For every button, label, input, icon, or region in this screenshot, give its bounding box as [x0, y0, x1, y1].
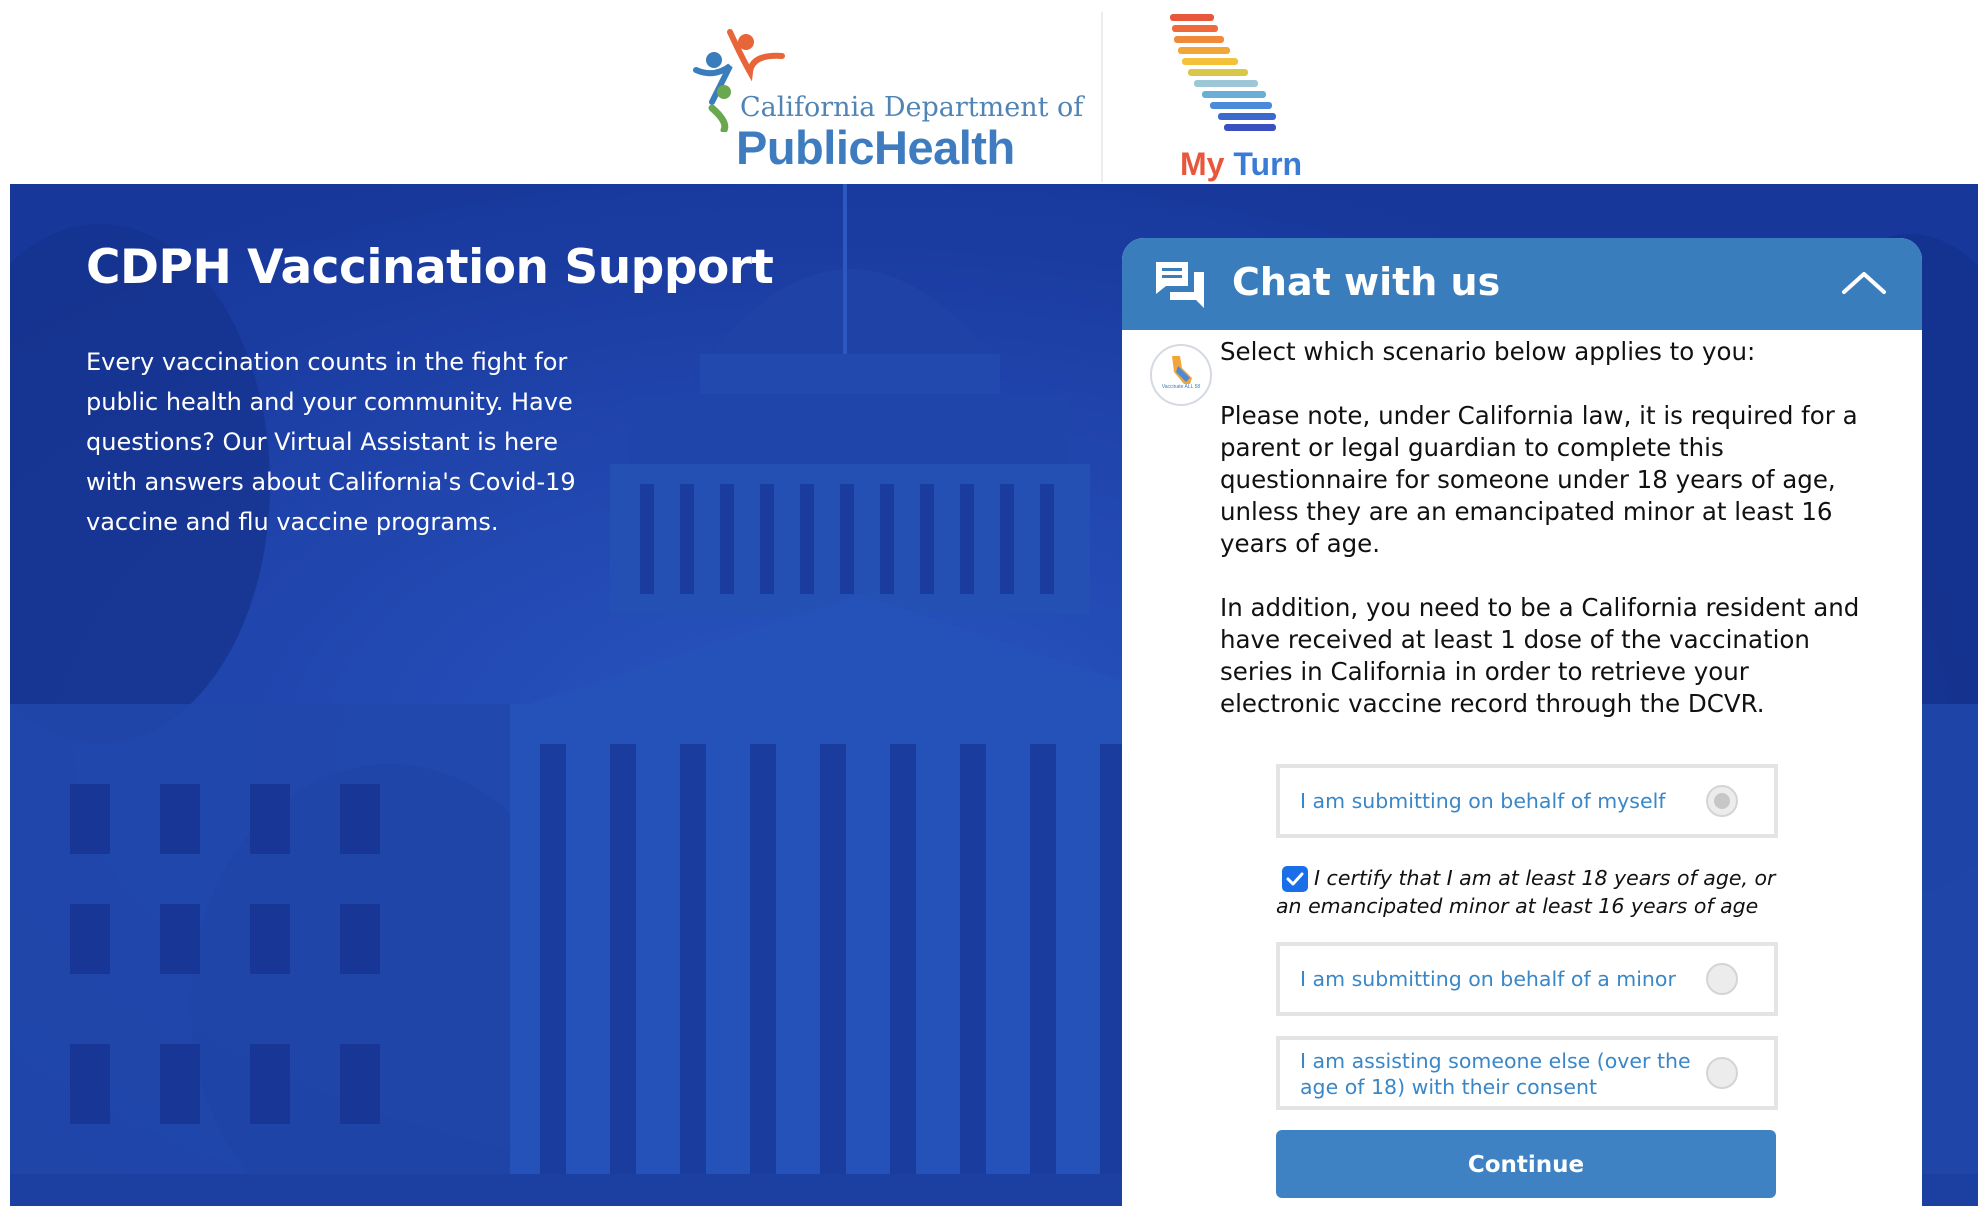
- option-assisting-label: I am assisting someone else (over the age of 18) with their consent: [1300, 1049, 1691, 1099]
- cdph-logo-line2: PublicHealth: [736, 121, 1015, 174]
- chat-header[interactable]: [1122, 238, 1922, 330]
- chat-title: Chat with us: [1232, 260, 1501, 304]
- message-intro: Select which scenario below applies to you:: [1220, 337, 1756, 366]
- message-note: Please note, under California law, it is required for a parent or legal guardian to complete this questionnaire for someone under 18 years of age, unless they are an emancipated minor at least 16 years of age.: [1220, 401, 1858, 558]
- site-header: [0, 0, 1986, 184]
- collapse-chat-button[interactable]: [1834, 260, 1894, 308]
- certify-label: I certify that I am at least 18 years of age, or an emancipated minor at least 16 years of age: [1276, 866, 1776, 918]
- continue-button[interactable]: Continue: [1276, 1130, 1776, 1198]
- chevron-up-icon: [1834, 260, 1894, 308]
- option-minor[interactable]: [1276, 942, 1778, 1016]
- hero-description: Every vaccination counts in the fight for public health and your community. Have questions? Our Virtual Assistant is here with answers about California's Covid-19 vaccine and flu vaccine programs.: [86, 348, 576, 536]
- chat-widget: [1122, 238, 1922, 1206]
- option-assisting[interactable]: [1276, 1036, 1778, 1110]
- option-assisting-radio[interactable]: [1706, 1057, 1738, 1089]
- myturn-word-my: My: [1180, 146, 1225, 182]
- cdph-logo-line1: California Department of: [740, 92, 1084, 123]
- page-title: CDPH Vaccination Support: [86, 240, 774, 295]
- myturn-logo[interactable]: [1160, 8, 1310, 180]
- header-divider: [1101, 12, 1103, 182]
- option-minor-label: I am submitting on behalf of a minor: [1300, 967, 1676, 991]
- option-minor-radio[interactable]: [1706, 963, 1738, 995]
- myturn-wordmark: [1180, 146, 1302, 183]
- option-myself-label: I am submitting on behalf of myself: [1300, 789, 1666, 813]
- bot-message: [1220, 336, 1860, 752]
- cdph-logo[interactable]: [690, 22, 1084, 174]
- chat-bubbles-icon: [1152, 258, 1208, 312]
- california-stripes-icon: [1160, 8, 1310, 138]
- bot-avatar: [1150, 344, 1212, 406]
- avatar-caption: Vaccinate ALL 58: [1161, 384, 1201, 390]
- option-myself[interactable]: [1276, 764, 1778, 838]
- message-addition: In addition, you need to be a California resident and have received at least 1 dose of the vaccination series in California in order to retrieve your electronic vaccine record through the DCVR.: [1220, 593, 1860, 718]
- myturn-word-turn: Turn: [1233, 146, 1303, 182]
- option-myself-radio[interactable]: [1706, 785, 1738, 817]
